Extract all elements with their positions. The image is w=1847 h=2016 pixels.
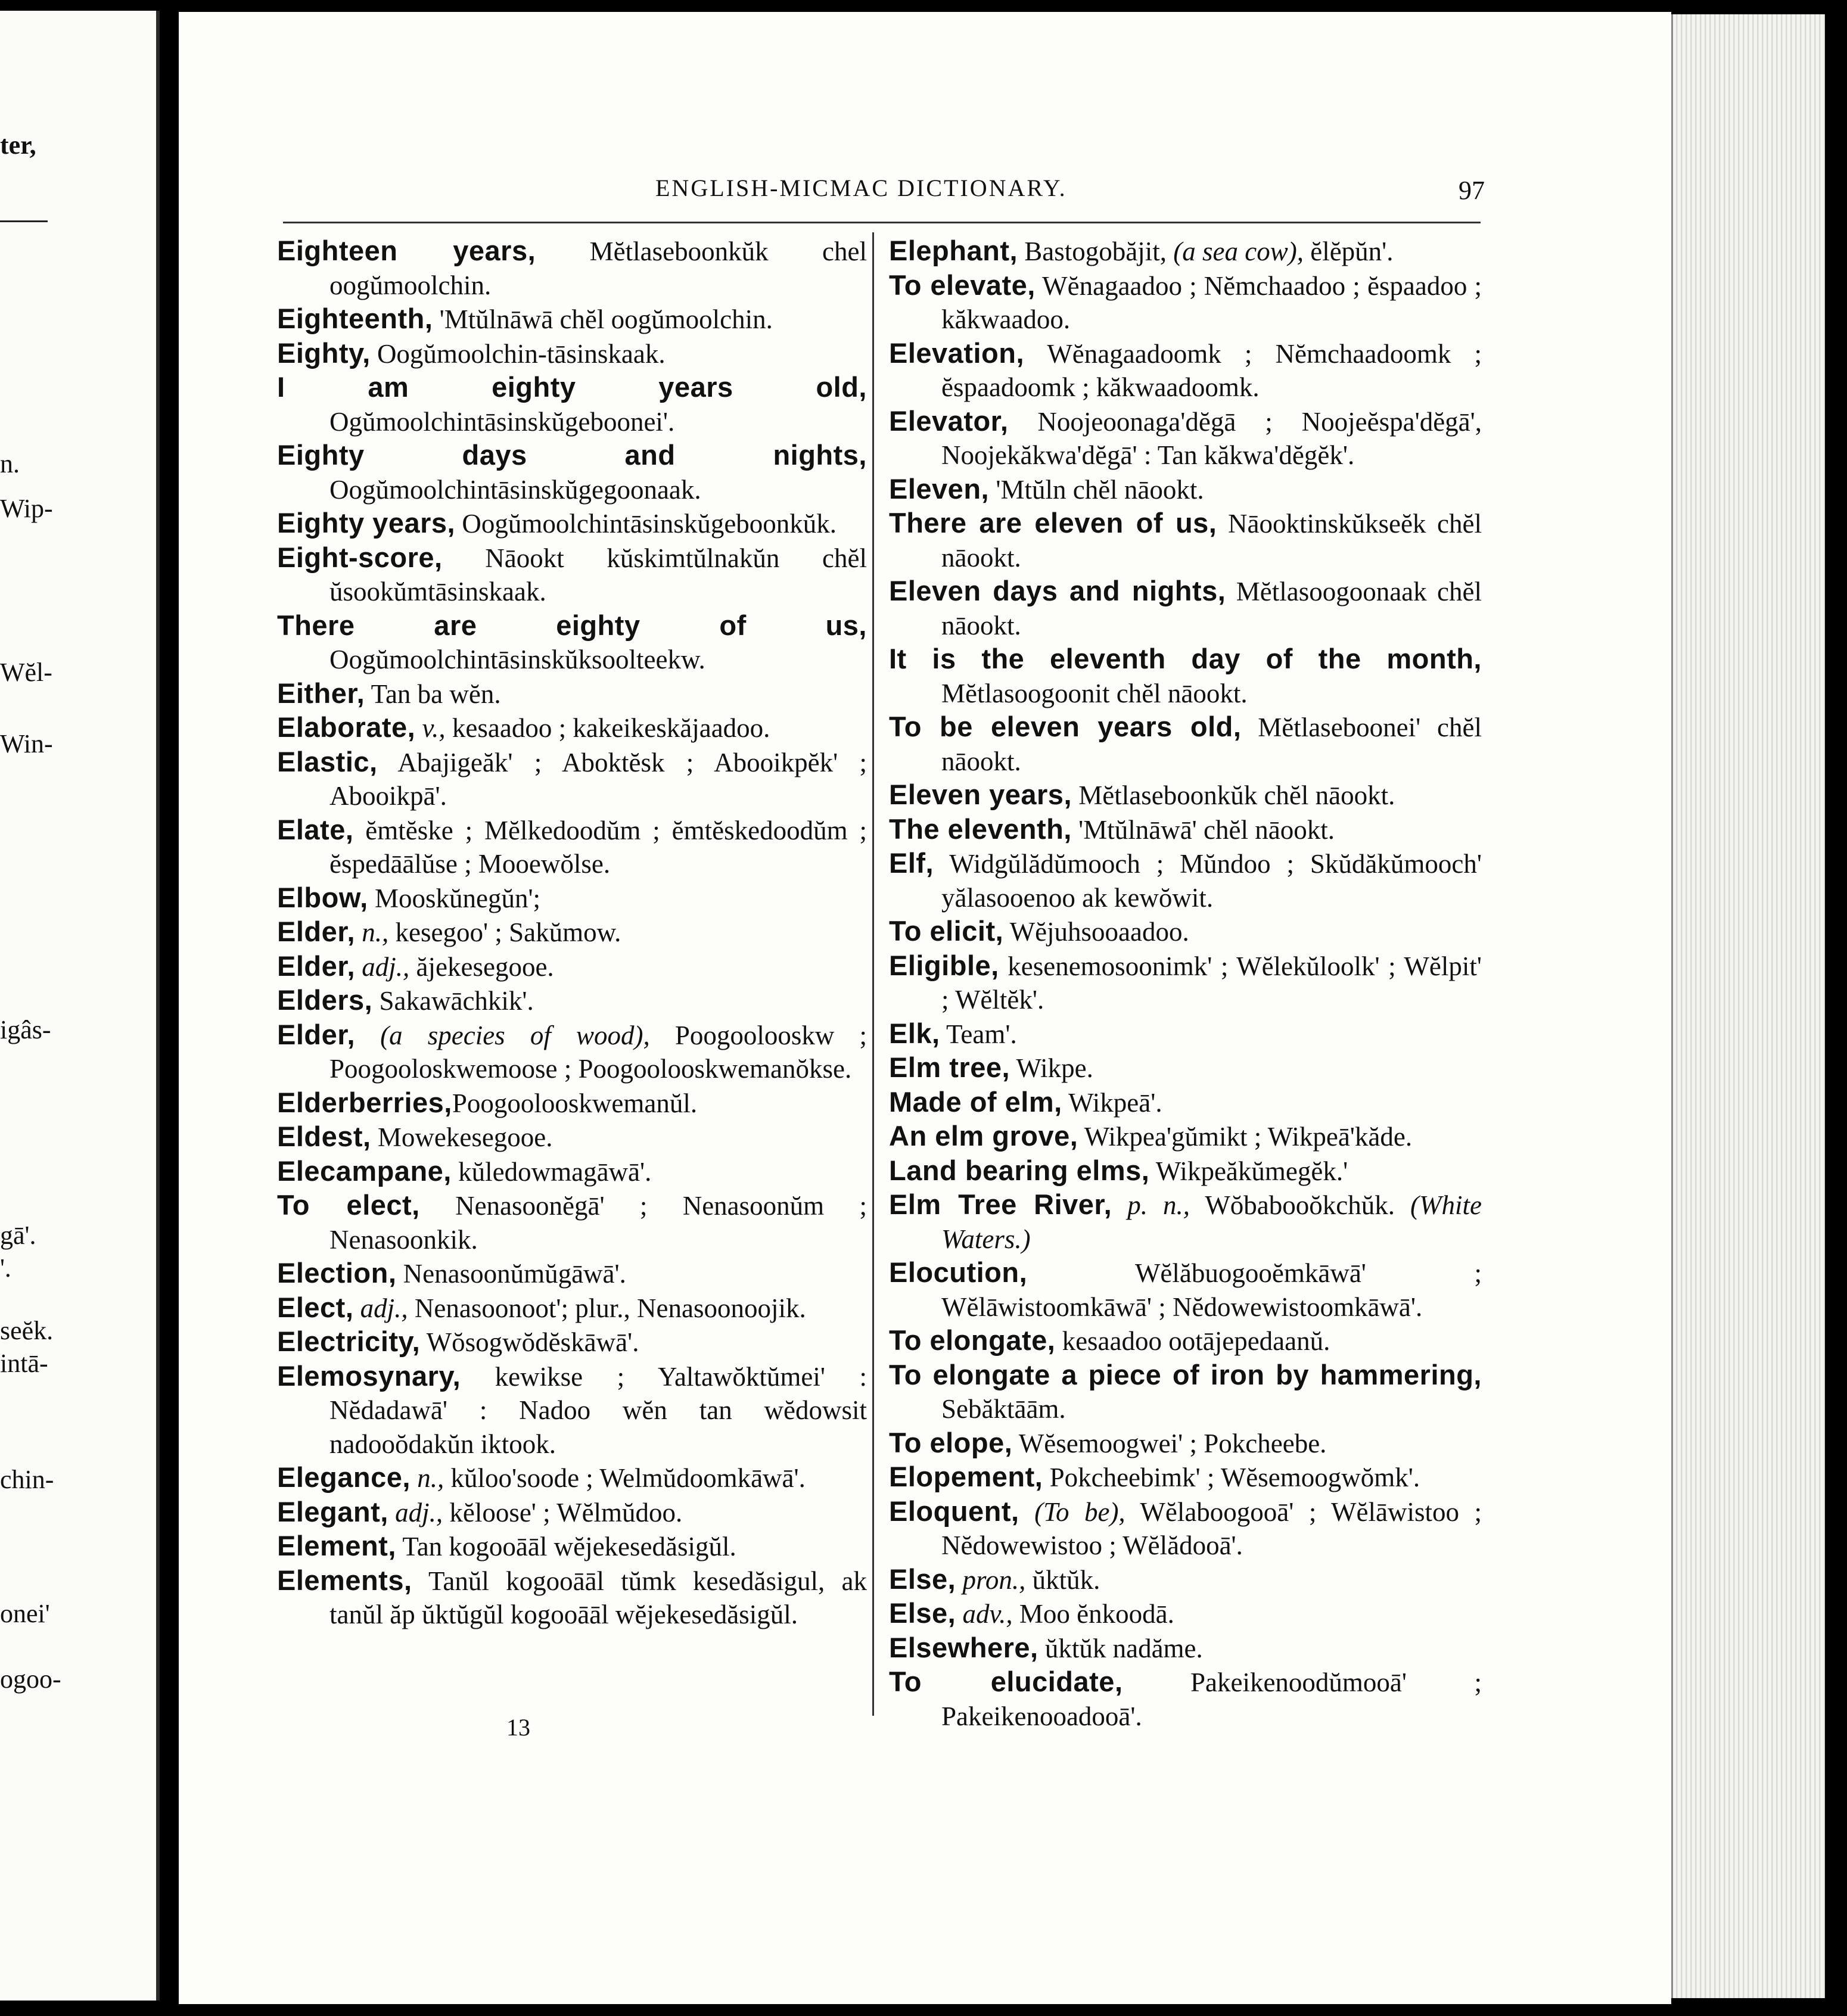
entry-definition: 'Mtŭln chĕl nāookt.	[989, 474, 1204, 505]
entry-headword: Made of elm,	[889, 1085, 1062, 1118]
dictionary-entry	[889, 914, 1482, 949]
dictionary-entry	[889, 472, 1482, 507]
dictionary-entry	[277, 1529, 867, 1564]
left-page-fragment: seĕk.	[0, 1316, 54, 1345]
dictionary-entry	[277, 1564, 867, 1632]
dictionary-entry	[889, 234, 1482, 269]
dictionary-entry	[277, 813, 867, 881]
dictionary-entry	[277, 1155, 867, 1189]
dictionary-entry	[889, 1426, 1482, 1461]
entry-headword: To elect,	[277, 1189, 420, 1221]
entry-headword: Elevator,	[889, 405, 1009, 437]
right-column	[889, 234, 1482, 1733]
left-column	[277, 234, 867, 1632]
dictionary-entry	[277, 541, 867, 609]
entry-headword: Land bearing elms,	[889, 1154, 1150, 1186]
entry-definition: Wĕnagaadoo ; Nĕmchaadoo ; ĕspaadoo ; kăkwaadoo.	[941, 270, 1482, 334]
entry-headword: Elocution,	[889, 1256, 1028, 1288]
entry-definition: Moo ĕnkoodā.	[1012, 1599, 1174, 1629]
entry-headword: Elk,	[889, 1017, 940, 1049]
dictionary-entry	[889, 847, 1482, 914]
entry-headword: Else,	[889, 1597, 956, 1629]
dictionary-entry	[277, 1359, 867, 1461]
entry-headword: Elbow,	[277, 881, 368, 913]
dictionary-entry	[889, 337, 1482, 405]
entry-headword: Eighty,	[277, 337, 371, 369]
entry-definition: Mĕtlaseboonkŭk chel oogŭmoolchin.	[329, 237, 867, 300]
entry-definition: Abajigeăk' ; Aboktĕsk ; Abooikpĕk' ; Abooikpā'.	[329, 747, 867, 811]
entry-headword: Elements,	[277, 1564, 412, 1596]
entry-headword: There are eleven of us,	[889, 507, 1217, 539]
entry-definition: Nenasoonŭmŭgāwā'.	[396, 1259, 626, 1289]
entry-definition: kŭloo'soode ; Welmŭdoomkāwā'.	[444, 1463, 806, 1493]
entry-definition: Wŏbabooŏkchŭk.	[1190, 1190, 1395, 1220]
entry-headword: To elongate a piece of iron by hammering,	[889, 1358, 1482, 1390]
entry-definition: kesaadoo ; kakeikeskăjaadoo.	[445, 713, 770, 743]
dictionary-entry	[889, 1119, 1482, 1154]
dictionary-entry	[277, 371, 867, 438]
entry-headword: To elevate,	[889, 269, 1036, 301]
entry-definition: Nenasoonĕgā' ; Nenasoonŭm ; Nenasoonkik.	[329, 1191, 867, 1255]
entry-definition: Mowekesegooe.	[371, 1122, 553, 1152]
entry-headword: Eighty days and nights,	[277, 439, 867, 471]
dictionary-entry	[277, 1495, 867, 1530]
entry-definition: Wikpeā'.	[1062, 1087, 1162, 1118]
entry-definition: Widgŭlădŭmooch ; Mŭndoo ; Skŭdăkŭmooch' yălasooenoo ak kewŏwit.	[934, 849, 1482, 913]
left-page-fragment: ter,	[0, 130, 36, 160]
entry-headword: Eleven,	[889, 472, 990, 505]
entry-definition: Wĕlaboogooā' ; Wĕlāwistoo ; Nĕdowewistoo ; Wĕlădooā'.	[941, 1497, 1482, 1560]
dictionary-entry	[277, 881, 867, 916]
entry-note: (White Waters.)	[941, 1190, 1482, 1254]
dictionary-entry	[889, 1665, 1482, 1733]
dictionary-entry	[277, 1018, 867, 1086]
entry-headword: Elaborate,	[277, 711, 416, 743]
left-page-fragment: gā'.	[0, 1221, 36, 1250]
left-page-fragment: chin-	[0, 1465, 54, 1494]
dictionary-entry	[277, 1086, 867, 1121]
dictionary-entry	[889, 1358, 1482, 1426]
entry-definition: Team'.	[940, 1019, 1017, 1049]
entry-definition: Oogŭmoolchintāsinskŭksoolteekw.	[329, 645, 705, 674]
dictionary-entry	[889, 1563, 1482, 1597]
dictionary-entry	[277, 506, 867, 541]
dictionary-entry	[889, 1256, 1482, 1324]
entry-grammar-note: n.,	[355, 917, 389, 947]
entry-headword: Elegant,	[277, 1495, 388, 1527]
entry-definition: Mooskŭnegŭn';	[368, 883, 541, 913]
dictionary-entry	[889, 1085, 1482, 1120]
header-rule	[283, 222, 1481, 223]
entry-headword: An elm grove,	[889, 1120, 1078, 1152]
entry-definition: Sebăktāām.	[941, 1394, 1066, 1424]
entry-definition: Oogŭmoolchintāsinskŭgegoonaak.	[329, 474, 701, 505]
entry-headword: To elongate,	[889, 1324, 1056, 1356]
dictionary-entry	[277, 234, 867, 302]
entry-headword: Elder,	[277, 916, 356, 947]
dictionary-entry	[889, 1460, 1482, 1495]
entry-headword: Eldest,	[277, 1121, 371, 1152]
entry-grammar-note: adj.,	[355, 951, 410, 982]
entry-headword: Either,	[277, 677, 365, 709]
entry-definition: Wikpea'gŭmikt ; Wikpeā'kăde.	[1078, 1122, 1413, 1152]
entry-headword: Eight-score,	[277, 541, 443, 573]
entry-definition: kesaadoo ootājepedaanŭ.	[1055, 1326, 1330, 1356]
entry-headword: Electricity,	[277, 1326, 421, 1357]
entry-headword: To elicit,	[889, 915, 1004, 947]
dictionary-entry	[889, 1631, 1482, 1666]
dictionary-entry	[277, 1256, 867, 1291]
entry-headword: Eloquent,	[889, 1495, 1019, 1527]
dictionary-entry	[889, 1188, 1482, 1256]
entry-definition: Nenasoonoot'; plur., Nenasoonoojik.	[408, 1293, 806, 1323]
entry-definition: Nāookt kŭskimtŭlnakŭn chĕl ŭsookŭmtāsinskaak.	[329, 543, 867, 606]
page-edges	[1671, 14, 1825, 1998]
entry-definition: ĕmtĕske ; Mĕlkedoodŭm ; ĕmtĕskedoodŭm ; ĕspedāālŭse ; Mooewŏlse.	[329, 815, 867, 879]
entry-definition: Wikpeăkŭmegĕk.'	[1149, 1156, 1348, 1186]
entry-headword: To be eleven years old,	[889, 711, 1242, 742]
entry-definition: Wĕlăbuogooĕmkāwā' ; Wĕlāwistoomkāwā' ; Nĕdowewistoomkāwā'.	[941, 1258, 1482, 1322]
dictionary-entry	[277, 1189, 867, 1256]
entry-headword: Elders,	[277, 984, 373, 1016]
entry-definition: ŭktŭk.	[1025, 1564, 1100, 1595]
entry-headword: Eligible,	[889, 949, 999, 981]
dictionary-entry	[277, 677, 867, 711]
left-page-fragment: ogoo-	[0, 1665, 61, 1694]
entry-grammar-note: pron.,	[956, 1564, 1026, 1595]
dictionary-entry	[889, 642, 1482, 710]
signature-mark: 13	[506, 1714, 530, 1741]
entry-definition: Tan ba wĕn.	[365, 679, 501, 709]
left-page-fragment: n.	[0, 449, 20, 478]
entry-headword: Elecampane,	[277, 1155, 452, 1187]
entry-headword: Election,	[277, 1257, 397, 1289]
left-page	[0, 11, 160, 2001]
entry-definition: Wikpe.	[1010, 1053, 1093, 1083]
dictionary-entry	[277, 1120, 867, 1155]
dictionary-entry	[277, 745, 867, 813]
entry-definition: ĕlĕpŭn'.	[1303, 237, 1394, 266]
entry-headword: To elucidate,	[889, 1666, 1123, 1697]
left-page-fragment: intā-	[0, 1349, 48, 1378]
entry-definition: Sakawāchkik'.	[372, 986, 534, 1016]
entry-grammar-note: n.,	[410, 1463, 444, 1493]
entry-headword: Eleven years,	[889, 779, 1072, 810]
entry-definition: kewikse ; Yaltawŏktŭmei' : Nĕdadawā' : Nadoo wĕn tan wĕdowsit nadooŏdakŭn iktook.	[329, 1361, 867, 1459]
left-page-fragment: Win-	[0, 729, 53, 758]
entry-definition: Pokcheebimk' ; Wĕsemoogwŏmk'.	[1043, 1463, 1420, 1492]
left-page-fragment: '.	[0, 1253, 11, 1283]
entry-headword: Elm Tree River,	[889, 1189, 1112, 1220]
entry-headword: It is the eleventh day of the month,	[889, 643, 1482, 674]
left-page-fragment: onei'	[0, 1599, 50, 1628]
dictionary-entry	[889, 506, 1482, 574]
entry-definition: Ogŭmoolchintāsinskŭgeboonei'.	[329, 406, 675, 437]
entry-definition: kĕloose' ; Wĕlmŭdoo.	[443, 1497, 683, 1527]
running-header: ENGLISH-MICMAC DICTIONARY.	[655, 175, 1067, 201]
entry-headword: I am eighty years old,	[277, 371, 867, 403]
left-page-fragment: Wip-	[0, 494, 53, 523]
dictionary-entry	[277, 1461, 867, 1495]
entry-definition: Wĕsemoogwei' ; Pokcheebe.	[1012, 1428, 1327, 1458]
left-page-fragment: igâs-	[0, 1015, 51, 1044]
dictionary-entry	[889, 1495, 1482, 1563]
dictionary-entry	[889, 1017, 1482, 1051]
entry-note: (a sea cow),	[1167, 237, 1304, 266]
entry-headword: Elm tree,	[889, 1051, 1010, 1083]
entry-definition: Wĕjuhsooaadoo.	[1003, 917, 1189, 947]
entry-definition: 'Mtŭlnāwā' chĕl nāookt.	[1071, 814, 1335, 845]
dictionary-entry	[277, 1325, 867, 1359]
entry-definition: Oogŭmoolchintāsinskŭgeboonkŭk.	[455, 509, 837, 539]
entry-definition: Mĕtlasoogoonaak chĕl nāookt.	[941, 577, 1482, 640]
dictionary-entry	[889, 405, 1482, 472]
left-page-fragment: Wĕl-	[0, 658, 52, 687]
entry-headword: To elope,	[889, 1426, 1013, 1458]
entry-headword: Elephant,	[889, 235, 1018, 266]
dictionary-entry	[889, 1324, 1482, 1358]
dictionary-entry	[277, 711, 867, 745]
entry-definition: Poogoolooskwemanŭl.	[452, 1088, 698, 1118]
entry-headword: Eighteen years,	[277, 235, 536, 266]
entry-headword: Elevation,	[889, 337, 1025, 369]
entry-definition: Mĕtlaseboonei' chĕl nāookt.	[941, 713, 1482, 776]
entry-definition: Oogŭmoolchin-tāsinskaak.	[370, 338, 666, 369]
entry-definition: ăjekesegooe.	[409, 951, 554, 982]
entry-headword: Else,	[889, 1563, 956, 1595]
entry-grammar-note: (a species of wood),	[355, 1020, 650, 1050]
entry-definition: ŭktŭk nadăme.	[1038, 1633, 1203, 1663]
dictionary-entry	[277, 337, 867, 371]
entry-headword: Elastic,	[277, 745, 378, 777]
dictionary-entry	[277, 915, 867, 950]
entry-definition: Mĕtlasoogoonit chĕl nāookt.	[941, 678, 1248, 708]
entry-grammar-note: p. n.,	[1112, 1190, 1190, 1220]
entry-headword: Elderberries,	[277, 1086, 452, 1118]
entry-definition: Mĕtlaseboonkŭk chĕl nāookt.	[1072, 780, 1395, 810]
dictionary-entry	[277, 950, 867, 984]
entry-headword: There are eighty of us,	[277, 609, 867, 641]
entry-definition: Nāooktinskŭkseĕk chĕl nāookt.	[941, 509, 1482, 573]
dictionary-entry	[889, 574, 1482, 642]
entry-definition: Poogoolooskw ; Poogooloskwemoose ; Poogoolooskwemanŏkse.	[329, 1020, 867, 1084]
entry-grammar-note: adv.,	[956, 1599, 1013, 1629]
entry-definition: kŭledowmagāwā'.	[451, 1156, 652, 1187]
entry-headword: The eleventh,	[889, 813, 1072, 845]
entry-definition: kesegoo' ; Sakŭmow.	[388, 917, 621, 947]
dictionary-entry	[277, 609, 867, 677]
dictionary-entry	[889, 1154, 1482, 1189]
entry-headword: Eighteenth,	[277, 303, 433, 334]
dictionary-entry	[277, 438, 867, 506]
entry-headword: Elf,	[889, 847, 934, 879]
entry-grammar-note: (To be),	[1019, 1497, 1125, 1527]
dictionary-entry	[277, 302, 867, 337]
entry-grammar-note: adj.,	[353, 1293, 408, 1323]
dictionary-entry	[889, 269, 1482, 337]
column-divider	[872, 232, 874, 1716]
entry-headword: Elopement,	[889, 1461, 1043, 1492]
dictionary-entry	[277, 984, 867, 1018]
entry-headword: Elder,	[277, 950, 356, 982]
entry-definition: Wĕnagaadoomk ; Nĕmchaadoomk ; ĕspaadoomk ; kăkwaadoomk.	[941, 338, 1482, 402]
dictionary-entry	[889, 710, 1482, 778]
entry-definition: Tanŭl kogooāāl tŭmk kesedăsigul, ak tanŭl ăp ŭktŭgŭl kogooāāl wĕjekesedăsigŭl.	[329, 1566, 867, 1629]
entry-definition: kesenemosoonimk' ; Wĕlekŭloolk' ; Wĕlpit' ; Wĕltĕk'.	[941, 951, 1482, 1015]
entry-definition: Wŏsogwŏdĕskāwā'.	[420, 1327, 639, 1357]
dictionary-entry	[889, 778, 1482, 813]
entry-definition: Tan kogooāāl wĕjekesedăsigŭl.	[396, 1532, 736, 1561]
dictionary-entry	[889, 1051, 1482, 1085]
entry-grammar-note: v.,	[415, 713, 446, 743]
left-page-rule	[0, 220, 48, 222]
entry-definition: Pakeikenoodŭmooā' ; Pakeikenooadooā'.	[941, 1667, 1482, 1731]
entry-definition: 'Mtŭlnāwā chĕl oogŭmoolchin.	[433, 304, 773, 334]
entry-headword: Eighty years,	[277, 507, 456, 539]
entry-headword: Elect,	[277, 1291, 354, 1323]
entry-headword: Eleven days and nights,	[889, 575, 1226, 606]
entry-definition: Noojeoonaga'dĕgā ; Noojeĕspa'dĕgā', Noojekăkwa'dĕgā' : Tan kăkwa'dĕgĕk'.	[941, 406, 1482, 470]
entry-headword: Elemosynary,	[277, 1359, 461, 1392]
dictionary-entry	[277, 1291, 867, 1326]
dictionary-entry	[889, 813, 1482, 847]
entry-headword: Elder,	[277, 1018, 356, 1050]
entry-headword: Element,	[277, 1530, 396, 1561]
entry-headword: Elate,	[277, 813, 354, 845]
entry-definition: Bastogobăjit,	[1018, 237, 1167, 266]
entry-grammar-note: adj.,	[388, 1497, 443, 1527]
page-number: 97	[1459, 176, 1485, 205]
entry-headword: Elegance,	[277, 1461, 411, 1493]
dictionary-entry	[889, 949, 1482, 1017]
entry-headword: Elsewhere,	[889, 1631, 1038, 1663]
dictionary-entry	[889, 1597, 1482, 1631]
